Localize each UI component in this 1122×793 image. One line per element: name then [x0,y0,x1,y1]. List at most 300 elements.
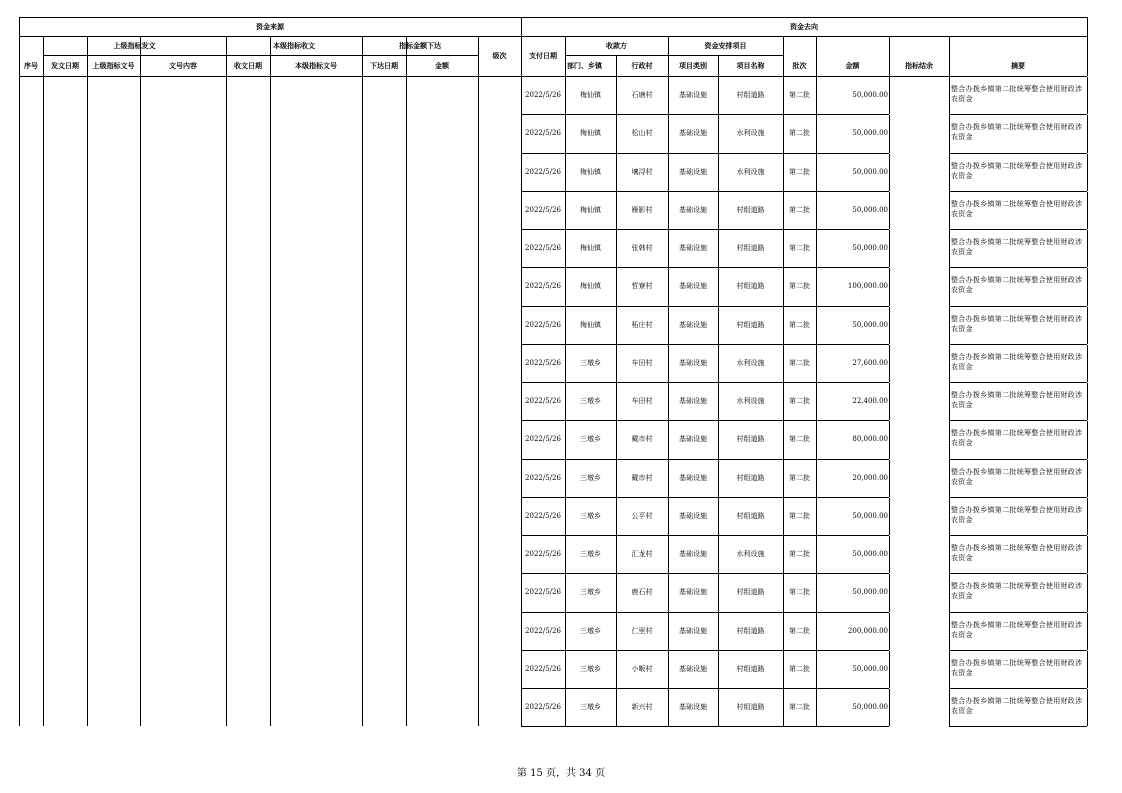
grid-vline [1087,574,1088,611]
grid-vline [1087,498,1088,535]
pay-date-cell: 2022/5/26 [525,244,561,253]
grid-hline [521,382,889,383]
grid-vline [616,536,617,573]
pay-date-cell: 2022/5/26 [525,664,561,673]
header-proj-type: 项目类别 [679,61,707,70]
project-type-cell: 基础设施 [679,244,707,253]
grid-vline [521,421,522,458]
grid-vline [270,36,271,726]
batch-cell: 第二批 [789,167,810,176]
grid-vline [718,307,719,344]
grid-vline [889,613,890,650]
grid-hline [521,420,889,421]
grid-vline [565,268,566,305]
grid-vline [1087,77,1088,114]
grid-vline [521,651,522,688]
amount-cell: 50,000.00 [852,244,888,253]
header-proj-name: 项目名称 [736,61,765,70]
grid-vline [783,345,784,382]
grid-vline [816,574,817,611]
grid-vline [616,268,617,305]
grid-vline [521,115,522,152]
grid-vline [616,421,617,458]
header-payee: 收款方 [606,41,627,50]
grid-vline [889,498,890,535]
header-issue-date: 发文日期 [51,61,79,70]
memo-cell: 整合办拨乡镇第二批统筹整合使用财政涉农资金 [951,238,1083,256]
grid-vline [816,230,817,267]
memo-cell: 整合办拨乡镇第二批统筹整合使用财政涉农资金 [951,544,1083,562]
grid-vline [816,36,817,76]
amount-cell: 22,400.00 [852,397,888,406]
grid-vline [783,383,784,420]
memo-cell: 整合办拨乡镇第二批统筹整合使用财政涉农资金 [951,314,1083,333]
grid-vline [1087,383,1088,420]
grid-hline [19,36,1087,37]
memo-cell: 整合办拨乡镇第二批统筹整合使用财政涉农资金 [951,161,1083,180]
dept-cell: 梅仙镇 [580,320,601,329]
grid-vline [668,307,669,344]
grid-vline [816,154,817,191]
grid-vline [478,36,479,726]
header-pay-date: 支付日期 [529,52,557,60]
project-name-cell: 村组道路 [736,473,765,482]
grid-vline [889,154,890,191]
grid-vline [718,55,719,76]
header-local-receive: 本级指标收文 [273,41,315,50]
grid-hline [521,688,889,689]
grid-hline [521,344,889,345]
grid-hline [949,612,1087,613]
dept-cell: 梅仙镇 [580,244,601,253]
grid-vline [889,77,890,114]
grid-vline [889,651,890,688]
grid-vline [816,307,817,344]
grid-vline [668,498,669,535]
project-name-cell: 村组道路 [736,91,765,100]
village-cell: 仁里村 [631,626,653,635]
amount-cell: 20,000.00 [852,473,888,482]
grid-hline [521,229,889,230]
project-name-cell: 村组道路 [736,664,765,673]
project-type-cell: 基础设施 [679,320,707,329]
grid-hline [949,229,1087,230]
pay-date-cell: 2022/5/26 [525,358,561,367]
grid-vline [816,460,817,497]
grid-vline [718,498,719,535]
grid-vline [565,574,566,611]
grid-vline [718,689,719,726]
header-doc-content: 文号内容 [169,61,197,70]
grid-vline [565,77,566,114]
grid-vline [565,613,566,650]
grid-vline [949,613,950,650]
header-pay-amount: 金额 [845,61,860,70]
batch-cell: 第二批 [789,320,810,329]
grid-vline [816,115,817,152]
project-type-cell: 基础设施 [679,626,707,635]
grid-vline [718,77,719,114]
grid-vline [43,36,44,726]
project-type-cell: 基础设施 [679,129,707,138]
pay-date-cell: 2022/5/26 [525,550,561,559]
grid-hline [949,114,1087,115]
grid-vline [783,307,784,344]
grid-vline [565,115,566,152]
project-name-cell: 村组道路 [736,205,765,214]
grid-hline [565,55,783,56]
project-name-cell: 村组道路 [736,588,765,597]
village-cell: 石塘村 [631,91,653,100]
grid-vline [668,574,669,611]
header-local-doc-no: 本级指标文号 [295,61,337,70]
grid-vline [1087,536,1088,573]
memo-cell: 整合办拨乡镇第二批统筹整合使用财政涉农资金 [951,697,1083,715]
grid-vline [783,613,784,650]
grid-vline [521,154,522,191]
grid-vline [87,36,88,726]
pay-date-cell: 2022/5/26 [525,167,561,176]
header-seq: 序号 [24,61,38,70]
village-cell: 鹿石村 [631,588,653,597]
grid-vline [816,268,817,305]
grid-vline [521,574,522,611]
amount-cell: 50,000.00 [852,320,888,329]
grid-vline [816,421,817,458]
grid-vline [783,460,784,497]
grid-hline [949,382,1087,383]
dept-cell: 三墩乡 [580,588,601,597]
grid-vline [668,36,669,76]
grid-vline [616,689,617,726]
village-cell: 张韩村 [631,244,653,253]
grid-vline [521,268,522,305]
grid-vline [565,689,566,726]
grid-vline [889,574,890,611]
amount-cell: 50,000.00 [852,205,888,214]
pay-date-cell: 2022/5/26 [525,435,561,444]
grid-vline [616,154,617,191]
grid-vline [521,498,522,535]
amount-cell: 50,000.00 [852,550,888,559]
header-dept: 部门、乡镇 [567,61,602,70]
grid-vline [668,77,669,114]
grid-vline [949,230,950,267]
grid-vline [668,192,669,229]
grid-vline [1087,345,1088,382]
project-name-cell: 水利设施 [736,550,765,559]
project-type-cell: 基础设施 [679,397,707,406]
project-type-cell: 基础设施 [679,435,707,444]
grid-vline [783,574,784,611]
grid-vline [718,268,719,305]
project-name-cell: 村组道路 [736,282,765,291]
grid-vline [565,460,566,497]
grid-hline [521,650,889,651]
grid-vline [889,460,890,497]
batch-cell: 第二批 [789,205,810,214]
grid-vline [889,192,890,229]
amount-cell: 50,000.00 [852,664,888,673]
grid-vline [616,192,617,229]
grid-vline [19,36,20,726]
grid-vline [1087,192,1088,229]
batch-cell: 第二批 [789,588,810,597]
memo-cell: 整合办拨乡镇第二批统筹整合使用财政涉农资金 [951,429,1083,448]
grid-vline [668,154,669,191]
grid-vline [521,192,522,229]
grid-vline [949,574,950,611]
project-type-cell: 基础设施 [679,511,707,520]
dept-cell: 三墩乡 [580,435,601,444]
grid-vline [668,689,669,726]
memo-cell: 整合办拨乡镇第二批统筹整合使用财政涉农资金 [951,658,1083,677]
grid-vline [816,77,817,114]
grid-hline [949,420,1087,421]
header-memo: 摘要 [1011,61,1025,70]
project-name-cell: 村组道路 [736,626,765,635]
village-cell: 公平村 [631,511,653,520]
header-amount-issue: 指标金额下达 [399,41,441,50]
grid-vline [718,421,719,458]
batch-cell: 第二批 [789,244,810,253]
grid-vline [949,307,950,344]
batch-cell: 第二批 [789,397,810,406]
grid-vline [889,36,890,76]
grid-hline [521,497,889,498]
pay-date-cell: 2022/5/26 [525,588,561,597]
grid-hline [949,191,1087,192]
grid-vline [949,77,950,114]
grid-vline [816,651,817,688]
grid-vline [718,115,719,152]
grid-hline [521,459,889,460]
pay-date-cell: 2022/5/26 [525,129,561,138]
grid-hline [521,573,889,574]
grid-vline [406,36,407,726]
dept-cell: 梅仙镇 [580,167,601,176]
village-cell: 戴市村 [631,435,653,444]
grid-vline [668,460,669,497]
grid-vline [783,115,784,152]
grid-vline [949,421,950,458]
grid-vline [668,115,669,152]
amount-cell: 27,600.00 [852,358,888,367]
memo-cell: 整合办拨乡镇第二批统筹整合使用财政涉农资金 [951,467,1083,486]
grid-hline [949,306,1087,307]
project-type-cell: 基础设施 [679,703,707,712]
grid-hline [521,114,889,115]
grid-vline [521,613,522,650]
dept-cell: 三墩乡 [580,664,601,673]
grid-vline [565,192,566,229]
grid-vline [521,230,522,267]
grid-vline [226,36,227,726]
grid-vline [816,383,817,420]
grid-hline [949,344,1087,345]
grid-vline [949,268,950,305]
grid-hline [521,726,889,727]
village-cell: 车田村 [631,397,653,406]
dept-cell: 梅仙镇 [580,282,601,291]
grid-vline [1087,460,1088,497]
grid-vline [889,345,890,382]
grid-vline [565,421,566,458]
grid-vline [668,268,669,305]
grid-hline [949,459,1087,460]
grid-vline [668,536,669,573]
memo-cell: 整合办拨乡镇第二批统筹整合使用财政涉农资金 [951,123,1083,142]
batch-cell: 第二批 [789,91,810,100]
grid-vline [616,460,617,497]
grid-vline [889,689,890,726]
amount-cell: 50,000.00 [852,511,888,520]
amount-cell: 50,000.00 [852,129,888,138]
grid-vline [889,230,890,267]
grid-vline [1087,17,1088,76]
grid-vline [783,421,784,458]
batch-cell: 第二批 [789,550,810,559]
dept-cell: 三墩乡 [580,358,601,367]
grid-vline [718,154,719,191]
pay-date-cell: 2022/5/26 [525,282,561,291]
grid-vline [718,536,719,573]
header-upper-issue: 上级指标发文 [113,41,156,50]
grid-hline [521,191,889,192]
project-name-cell: 水利设施 [736,129,765,138]
village-cell: 车田村 [631,358,653,367]
grid-hline [521,306,889,307]
grid-vline [783,192,784,229]
grid-vline [718,230,719,267]
grid-vline [783,651,784,688]
grid-vline [816,192,817,229]
grid-vline [616,383,617,420]
grid-vline [565,307,566,344]
grid-vline [1087,268,1088,305]
amount-cell: 50,000.00 [852,91,888,100]
grid-vline [949,192,950,229]
grid-vline [521,77,522,114]
grid-hline [949,267,1087,268]
batch-cell: 第二批 [789,626,810,635]
village-cell: 汇龙村 [631,550,653,559]
project-type-cell: 基础设施 [679,473,707,482]
grid-vline [949,689,950,726]
header-source: 资金来源 [256,22,284,31]
grid-vline [521,689,522,726]
batch-cell: 第二批 [789,703,810,712]
grid-vline [565,154,566,191]
grid-hline [949,497,1087,498]
grid-hline [19,17,1087,18]
project-name-cell: 村组道路 [736,244,765,253]
batch-cell: 第二批 [789,358,810,367]
grid-vline [783,36,784,76]
grid-vline [616,230,617,267]
memo-cell: 整合办拨乡镇第二批统筹整合使用财政涉农资金 [951,505,1083,524]
batch-cell: 第二批 [789,511,810,520]
grid-hline [949,726,1087,727]
grid-vline [949,154,950,191]
amount-cell: 50,000.00 [852,167,888,176]
page-footer: 第 15 页，共 34 页 [516,768,606,779]
dept-cell: 三墩乡 [580,511,601,520]
village-cell: 松山村 [631,129,653,138]
batch-cell: 第二批 [789,129,810,138]
grid-hline [521,267,889,268]
grid-vline [783,77,784,114]
grid-hline [949,688,1087,689]
grid-vline [1087,230,1088,267]
grid-vline [949,460,950,497]
grid-hline [43,55,478,56]
header-balance: 指标结余 [905,61,933,70]
header-release-date: 下达日期 [370,61,398,70]
grid-vline [949,115,950,152]
dept-cell: 三墩乡 [580,550,601,559]
grid-hline [521,535,889,536]
village-cell: 哲寮村 [631,282,653,291]
village-cell: 戴市村 [631,473,653,482]
grid-hline [949,535,1087,536]
project-type-cell: 基础设施 [679,282,707,291]
grid-vline [616,574,617,611]
pay-date-cell: 2022/5/26 [525,511,561,520]
header-destination: 资金去向 [790,22,818,31]
grid-vline [718,383,719,420]
grid-vline [668,383,669,420]
batch-cell: 第二批 [789,664,810,673]
amount-cell: 100,000.00 [847,282,888,291]
project-type-cell: 基础设施 [679,588,707,597]
grid-vline [816,613,817,650]
pay-date-cell: 2022/5/26 [525,397,561,406]
memo-cell: 整合办拨乡镇第二批统筹整合使用财政涉农资金 [951,391,1083,409]
grid-vline [565,230,566,267]
grid-vline [565,651,566,688]
grid-vline [1087,421,1088,458]
amount-cell: 200,000.00 [847,626,888,635]
memo-cell: 整合办拨乡镇第二批统筹整合使用财政涉农资金 [951,352,1083,371]
amount-cell: 80,000.00 [852,435,888,444]
project-type-cell: 基础设施 [679,91,707,100]
amount-cell: 50,000.00 [852,703,888,712]
grid-vline [140,36,141,726]
grid-vline [1087,154,1088,191]
pay-date-cell: 2022/5/26 [525,473,561,482]
grid-vline [783,154,784,191]
grid-vline [889,268,890,305]
grid-vline [521,307,522,344]
grid-vline [668,613,669,650]
memo-cell: 整合办拨乡镇第二批统筹整合使用财政涉农资金 [951,620,1083,639]
grid-vline [362,36,363,726]
grid-vline [718,192,719,229]
project-name-cell: 村组道路 [736,435,765,444]
grid-vline [616,651,617,688]
project-name-cell: 村组道路 [736,320,765,329]
project-type-cell: 基础设施 [679,550,707,559]
grid-vline [949,36,950,76]
pay-date-cell: 2022/5/26 [525,703,561,712]
grid-hline [949,153,1087,154]
grid-vline [616,115,617,152]
grid-vline [668,421,669,458]
header-amount: 金额 [435,61,449,70]
header-project: 资金安排项目 [704,41,747,50]
header-village: 行政村 [631,61,653,70]
